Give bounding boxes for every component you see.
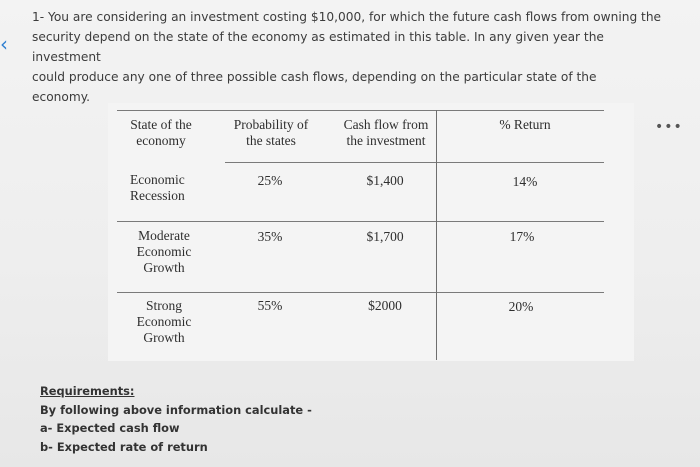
header-rule: [225, 162, 604, 163]
state-line: Growth: [143, 330, 185, 345]
state-line: Moderate: [138, 228, 190, 243]
question-line: 1- You are considering an investment costing $10,000, for which the future cash flows from owning the: [32, 10, 662, 24]
row-rule: [117, 221, 604, 222]
state-line: Strong: [145, 298, 182, 313]
requirements-title: Requirements:: [40, 384, 135, 398]
header-probability: [222, 117, 320, 149]
table-cell-return: 14%: [512, 174, 538, 189]
requirements-block: [40, 382, 312, 456]
chevron-left-icon[interactable]: ‹: [0, 32, 8, 56]
requirement-b: b- Expected rate of return: [40, 439, 208, 454]
state-line: Economic: [136, 244, 192, 259]
header-state: [118, 117, 204, 149]
table-cell-cash-flow: $1,400: [366, 173, 404, 188]
table-row-state: [124, 298, 204, 346]
table-cell-cash-flow: $2000: [368, 298, 402, 313]
question-line: could produce any one of three possible cash flows, depending on the particular state of the: [32, 70, 597, 84]
header-probability-line: the states: [246, 133, 296, 148]
header-state-line: State of the: [130, 117, 192, 132]
state-line: Recession: [130, 188, 185, 203]
table-cell-return: 17%: [509, 229, 535, 244]
state-line: Growth: [143, 260, 185, 275]
table-row-state: [130, 172, 220, 204]
row-rule: [117, 292, 604, 293]
question-line: security depend on the state of the economy as estimated in this table. In any given year the investment: [32, 30, 604, 64]
state-line: Economic: [130, 172, 185, 187]
table-cell-probability: 55%: [257, 298, 283, 313]
header-cash-flow: [330, 117, 442, 149]
question-line: economy.: [32, 90, 91, 104]
table-cell-probability: 25%: [257, 173, 283, 188]
table-cell-cash-flow: $1,700: [366, 229, 404, 244]
header-cash-flow-line: Cash flow from: [343, 117, 429, 132]
header-cash-flow-line: the investment: [346, 133, 426, 148]
header-state-line: economy: [136, 133, 186, 148]
state-line: Economic: [136, 314, 192, 329]
table-top-rule: [117, 110, 604, 111]
header-return: % Return: [499, 117, 551, 132]
requirements-intro: By following above information calculate -: [40, 402, 312, 417]
question-text: [32, 7, 672, 107]
requirement-a: a- Expected cash flow: [40, 421, 180, 435]
table-row-state: [124, 228, 204, 276]
table-cell-probability: 35%: [257, 229, 283, 244]
more-dots-icon[interactable]: •••: [655, 119, 683, 135]
header-probability-line: Probability of: [233, 117, 309, 132]
table-cell-return: 20%: [508, 299, 534, 314]
